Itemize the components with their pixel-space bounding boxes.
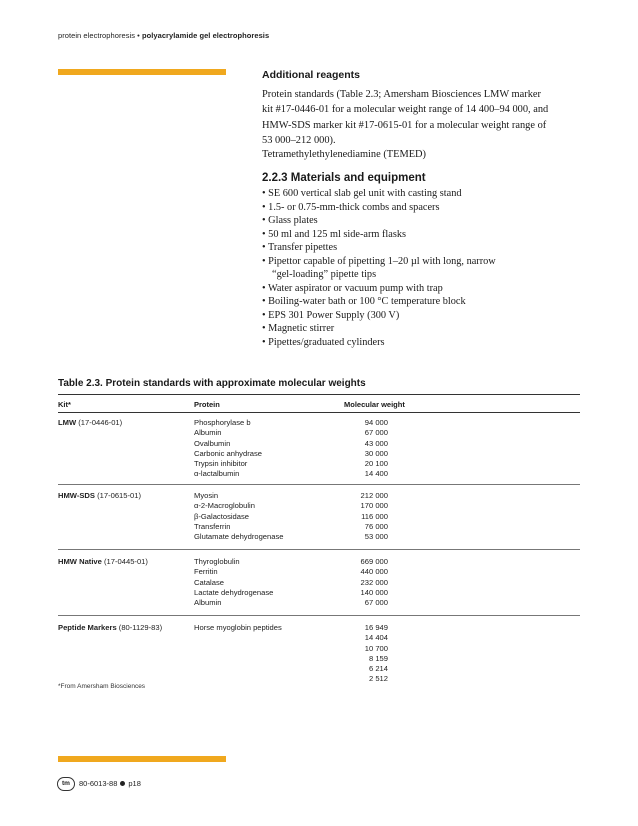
kit-cell-hmw-native [58, 557, 148, 567]
list-item: • Pipettes/graduated cylinders [262, 336, 385, 348]
group-divider [58, 484, 580, 485]
molecular-weight: 43 000 [364, 438, 388, 448]
protein-name: Albumin [194, 428, 222, 438]
molecular-weight: 20 100 [364, 459, 388, 469]
protein-list-hmw-native [194, 557, 273, 608]
kit-cell-lmw [58, 418, 122, 428]
weight-list-lmw [344, 418, 388, 480]
protein-list-hmw-sds [194, 491, 284, 542]
protein-name: Ovalbumin [194, 438, 231, 448]
document-code: 80-6013-88 [79, 779, 118, 788]
kit-cell-peptide-markers [58, 623, 162, 633]
table-footnote: *From Amersham Biosciences [58, 683, 146, 690]
bullet-dot-icon [120, 781, 125, 786]
protein-name: α-lactalbumin [194, 469, 240, 479]
group-divider [58, 549, 580, 550]
protein-name: Trypsin inhibitor [194, 459, 248, 469]
header-section: protein electrophoresis [58, 31, 136, 40]
molecular-weight: 140 000 [360, 587, 388, 597]
molecular-weight: 232 000 [360, 577, 388, 587]
weight-list-hmw-native [344, 557, 388, 608]
column-header-protein: Protein [194, 400, 220, 409]
page-number: p18 [128, 779, 141, 788]
protein-name: Glutamate dehydrogenase [194, 532, 284, 542]
paragraph-line: HMW-SDS marker kit #17-0615-01 for a molecular weight range of [262, 119, 547, 131]
molecular-weight: 212 000 [360, 491, 388, 500]
weight-list-hmw-sds [344, 491, 388, 542]
protein-name: Myosin [194, 491, 219, 500]
column-header-molecular-weight: Molecular weight [344, 400, 405, 409]
list-item: • SE 600 vertical slab gel unit with casting stand [262, 188, 462, 199]
list-item: • 50 ml and 125 ml side-arm flasks [262, 228, 407, 240]
additional-reagents-paragraph [262, 87, 592, 148]
molecular-weight: 116 000 [361, 511, 388, 521]
protein-list-peptide-markers [194, 623, 282, 633]
molecular-weight: 10 700 [364, 643, 388, 653]
weight-list-peptide-markers [344, 623, 388, 685]
paragraph-line: Protein standards (Table 2.3; Amersham Biosciences LMW marker [262, 89, 541, 100]
table-header-rule [58, 412, 580, 413]
list-item: • Water aspirator or vacuum pump with trap [262, 282, 443, 294]
protein-name: Albumin [194, 598, 222, 608]
protein-name: α-2-Macroglobulin [194, 501, 255, 511]
paragraph-line: 53 000–212 000). [262, 134, 336, 146]
protein-name: Horse myoglobin peptides [194, 623, 282, 632]
molecular-weight: 94 000 [364, 418, 388, 427]
molecular-weight: 669 000 [360, 557, 388, 566]
molecular-weight: 440 000 [360, 567, 388, 577]
kit-name: Peptide Markers [58, 623, 117, 632]
protein-name: Phosphorylase b [194, 418, 251, 427]
molecular-weight: 67 000 [364, 428, 388, 438]
list-item: • Pipettor capable of pipetting 1–20 µl with long, narrow [262, 255, 496, 267]
running-header [58, 31, 269, 40]
kit-code: (80-1129-83) [118, 623, 163, 632]
table-title: Table 2.3. Protein standards with approximate molecular weights [58, 378, 366, 389]
protein-name: Carbonic anhydrase [194, 448, 262, 458]
brand-logo: tm [57, 777, 75, 791]
list-item: • Glass plates [262, 215, 318, 226]
kit-code: (17-0445-01) [104, 557, 148, 566]
footer-page-info [79, 779, 141, 788]
additional-reagents-heading: Additional reagents [262, 69, 361, 81]
kit-cell-hmw-sds [58, 491, 141, 501]
molecular-weight: 6 214 [368, 664, 388, 674]
molecular-weight: 8 159 [368, 653, 388, 663]
protein-list-lmw [194, 418, 262, 480]
molecular-weight: 14 400 [364, 469, 388, 479]
kit-code: (17-0615-01) [97, 491, 141, 500]
molecular-weight: 30 000 [364, 448, 388, 458]
protein-name: Thyroglobulin [194, 557, 240, 566]
protein-name: Ferritin [194, 567, 218, 577]
accent-bar-top [58, 69, 226, 75]
header-subsection: polyacrylamide gel electrophoresis [142, 31, 270, 40]
table-top-rule [58, 394, 580, 395]
kit-name: HMW-SDS [58, 491, 95, 500]
list-item-continuation: “gel-loading” pipette tips [272, 269, 377, 280]
column-header-kit: Kit* [58, 400, 71, 409]
list-item: • Magnetic stirrer [262, 323, 335, 334]
kit-code: (17-0446-01) [78, 418, 123, 427]
kit-name: HMW Native [58, 557, 102, 566]
list-item: • Transfer pipettes [262, 242, 338, 253]
molecular-weight: 53 000 [364, 532, 388, 542]
molecular-weight: 14 404 [364, 633, 388, 643]
protein-name: Catalase [194, 577, 224, 587]
molecular-weight: 67 000 [364, 598, 388, 608]
molecular-weight: 170 000 [360, 501, 388, 511]
molecular-weight: 76 000 [364, 521, 388, 531]
temed-line: Tetramethylethylenediamine (TEMED) [262, 149, 427, 160]
accent-bar-bottom [58, 756, 226, 762]
group-divider [58, 615, 580, 616]
header-separator: • [137, 31, 140, 40]
list-item: • 1.5- or 0.75-mm-thick combs and spacers [262, 201, 440, 213]
molecular-weight: 16 949 [364, 623, 388, 632]
protein-name: β-Galactosidase [194, 511, 250, 521]
kit-name: LMW [58, 418, 77, 427]
list-item: • EPS 301 Power Supply (300 V) [262, 309, 400, 321]
protein-name: Transferrin [194, 521, 231, 531]
protein-name: Lactate dehydrogenase [194, 587, 274, 597]
materials-list [262, 187, 496, 349]
paragraph-line: kit #17-0446-01 for a molecular weight range of 14 400–94 000, and [262, 104, 549, 116]
list-item: • Boiling-water bath or 100 °C temperature block [262, 296, 466, 307]
materials-heading: 2.2.3 Materials and equipment [262, 172, 426, 184]
molecular-weight: 2 512 [368, 674, 388, 684]
